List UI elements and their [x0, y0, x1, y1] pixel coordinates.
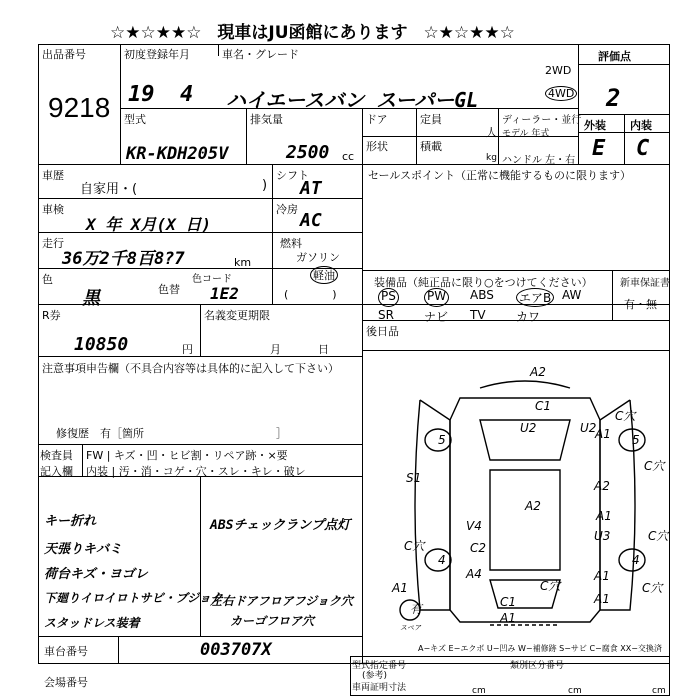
- load-label: 積載: [420, 140, 442, 153]
- remark-0: キー折れ: [44, 514, 97, 529]
- diagram-label: A1: [392, 581, 408, 595]
- notes-label: 注意事項申告欄（不具合内容等は具体的に記入して下さい）: [42, 362, 339, 375]
- shift-label: シフト: [276, 169, 309, 182]
- inspector-label-1: 検査員: [40, 449, 73, 462]
- fuel-diesel: 軽油: [310, 266, 338, 284]
- usage-value: 自家用・(: [80, 182, 138, 197]
- cert-label: 型式指定番号: [352, 661, 407, 671]
- shift-value: AT: [300, 178, 322, 199]
- spare-label: スペア: [400, 624, 421, 632]
- diagram-label: 5: [438, 433, 446, 447]
- int-value: C: [636, 136, 650, 161]
- cert-ref: (参考): [362, 671, 388, 681]
- mileage-value: 36万2千8百8?7: [62, 249, 185, 269]
- diagram-label: A1: [594, 569, 610, 583]
- mileage-label: 走行: [42, 237, 64, 250]
- ac-label: 冷房: [276, 203, 298, 216]
- warranty-label: 新車保証書: [620, 278, 670, 289]
- drive-4wd: 4WD: [545, 86, 577, 101]
- diagram-label: A2: [594, 479, 610, 493]
- cm-2: cm: [568, 686, 582, 696]
- reg-month: 4: [180, 82, 194, 107]
- auction-no-label: 会場番号: [44, 676, 88, 689]
- type-label: 型式: [124, 113, 146, 126]
- diagram-label: C穴: [644, 459, 665, 473]
- transfer-label: 名義変更期限: [204, 309, 270, 322]
- diagram-label: U2: [580, 421, 597, 435]
- diagram-label: A1: [594, 592, 610, 606]
- inspector-row-1: FW | キズ・凹・ヒビ割・リペア跡・×要: [86, 449, 288, 462]
- person-unit: 人: [486, 126, 497, 139]
- int-label: 内装: [630, 119, 652, 132]
- diagram-label: C穴: [404, 539, 425, 553]
- cc-unit: cc: [342, 150, 355, 163]
- diagram-label: C1: [500, 595, 517, 609]
- remark-1: 天張りキバミ: [44, 542, 123, 557]
- mileage-unit: km: [234, 256, 252, 269]
- usage-label: 車歴: [42, 169, 64, 182]
- diagram-label: A2: [530, 365, 546, 379]
- grade-value: 2: [606, 84, 621, 112]
- diagram-label: V4: [466, 519, 482, 533]
- roof-outline: [490, 470, 560, 570]
- diagram-label: U3: [594, 529, 611, 543]
- dealer-label: ディーラー・並行: [502, 115, 582, 126]
- damage-legend: A−キズ E−エクボ U−凹み W−補修跡 S−サビ C−腐食 XX−交換済: [418, 644, 662, 653]
- left-side-outline: [415, 400, 450, 610]
- diagram-label: S1: [406, 471, 422, 485]
- model-value: ハイエースバン スーパーGL: [226, 88, 479, 112]
- lot-number: 9218: [48, 92, 111, 123]
- fuel-gasoline: ガソリン: [296, 251, 340, 264]
- color-change-label: 色替: [158, 283, 180, 296]
- diagram-label: A2: [525, 499, 541, 513]
- equipment-tv: TV: [470, 308, 486, 322]
- transfer-day: 日: [318, 343, 329, 356]
- inspector-label-2: 記入欄: [40, 465, 73, 478]
- kg-unit: kg: [486, 153, 497, 163]
- recycle-value: 10850: [74, 334, 129, 355]
- equipment-grid: [378, 288, 610, 325]
- reg-label: 初度登録年月: [124, 48, 190, 61]
- diagram-label: C穴: [648, 529, 669, 543]
- grade-label: 評価点: [598, 50, 631, 63]
- diagram-label: C1: [535, 399, 552, 413]
- remark-right-2: カーゴフロア穴: [230, 614, 315, 628]
- transfer-month: 月: [270, 343, 281, 356]
- car-damage-diagram: [380, 360, 670, 640]
- chassis-value: 003707X: [200, 640, 272, 660]
- lot-label: 出品番号: [42, 48, 86, 61]
- repair-history: 修復歴 有［箇所 ］: [56, 427, 287, 440]
- color-code-label: 色コード: [192, 274, 232, 285]
- diagram-label: A1: [595, 427, 611, 441]
- drive-2wd: 2WD: [545, 64, 572, 77]
- class-label: 類別区分番号: [510, 661, 565, 671]
- diagram-label: A1: [500, 611, 516, 625]
- diagram-label: C2: [470, 541, 487, 555]
- diagram-label: U2: [520, 421, 537, 435]
- front-bumper-outline: [480, 381, 570, 388]
- equipment-pw: PW: [424, 288, 449, 307]
- shape-label: 形状: [366, 140, 388, 153]
- inspection-value: X 年 X月(X 日): [86, 215, 212, 234]
- handle-label: ハンドル 左・右: [502, 155, 576, 166]
- ac-value: AC: [300, 210, 322, 231]
- fuel-other: ( ): [284, 288, 337, 301]
- recycle-unit: 円: [182, 343, 193, 356]
- ext-label: 外装: [584, 119, 606, 132]
- ext-value: E: [592, 136, 606, 161]
- equipment-aw: AW: [562, 288, 582, 302]
- equipment-airbag: エアB: [516, 288, 554, 307]
- diagram-label: 有: [410, 602, 423, 616]
- color-label: 色: [42, 273, 53, 286]
- sales-label: セールスポイント（正常に機能するものに限ります）: [368, 169, 632, 182]
- cm-1: cm: [472, 686, 486, 696]
- equipment-ps: PS: [378, 288, 399, 307]
- header-stars-right: ☆★☆★★☆: [423, 23, 515, 43]
- diagram-label: C穴: [540, 579, 561, 593]
- header-notice: 現車はJU函館にあります: [217, 23, 408, 43]
- diagram-label: 4: [438, 553, 446, 567]
- remark-3: 下廻りイロイロトサビ・ブジョク: [44, 591, 223, 605]
- remark-4: スタッドレス装着: [44, 616, 140, 630]
- fuel-label: 燃料: [280, 237, 302, 250]
- diagram-label: C穴: [642, 581, 663, 595]
- color-value: 黒: [82, 288, 100, 309]
- door-label: ドア: [366, 113, 388, 126]
- inspector-row-2: 内装 | 汚・消・コゲ・穴・スレ・キレ・破レ: [86, 465, 306, 478]
- remark-right-0: ABSチェックランプ点灯: [210, 518, 351, 533]
- diagram-label: 5: [632, 433, 640, 447]
- inspection-label: 車検: [42, 203, 64, 216]
- header-banner: [110, 18, 515, 43]
- cc-label: 排気量: [250, 113, 283, 126]
- remark-right-1: 左右ドアフロアフジョク穴: [210, 594, 353, 608]
- chassis-label: 車台番号: [44, 645, 88, 658]
- diagram-label: C穴: [615, 409, 636, 423]
- diagram-label: A1: [596, 509, 612, 523]
- model-year-label: モデル 年式: [502, 129, 550, 139]
- equipment-sr: SR: [378, 308, 394, 322]
- equipment-abs: ABS: [470, 288, 494, 302]
- cm-3: cm: [652, 686, 666, 696]
- capacity-label: 定員: [420, 113, 442, 126]
- remark-2: 荷台キズ・ヨゴレ: [44, 567, 148, 582]
- equipment-kawa: カワ: [516, 310, 541, 324]
- equipment-label: 装備品（純正品に限り○をつけてください）: [374, 276, 593, 289]
- color-code-value: 1E2: [210, 284, 239, 303]
- header-stars-left: ☆★☆★★☆: [110, 23, 202, 43]
- recycle-label: R券: [42, 309, 61, 322]
- diagram-label: A4: [466, 567, 482, 581]
- model-label: 車名・グレード: [222, 48, 299, 61]
- type-value: KR-KDH205V: [126, 144, 229, 164]
- reg-year: 19: [128, 82, 155, 107]
- warranty-value: 有・無: [624, 298, 657, 311]
- diagram-label: 4: [632, 553, 640, 567]
- rear-label: 後日品: [366, 325, 399, 338]
- cc-value: 2500: [286, 142, 330, 163]
- equipment-navi: ナビ: [424, 310, 449, 324]
- size-label: 車両証明寸法: [352, 683, 407, 693]
